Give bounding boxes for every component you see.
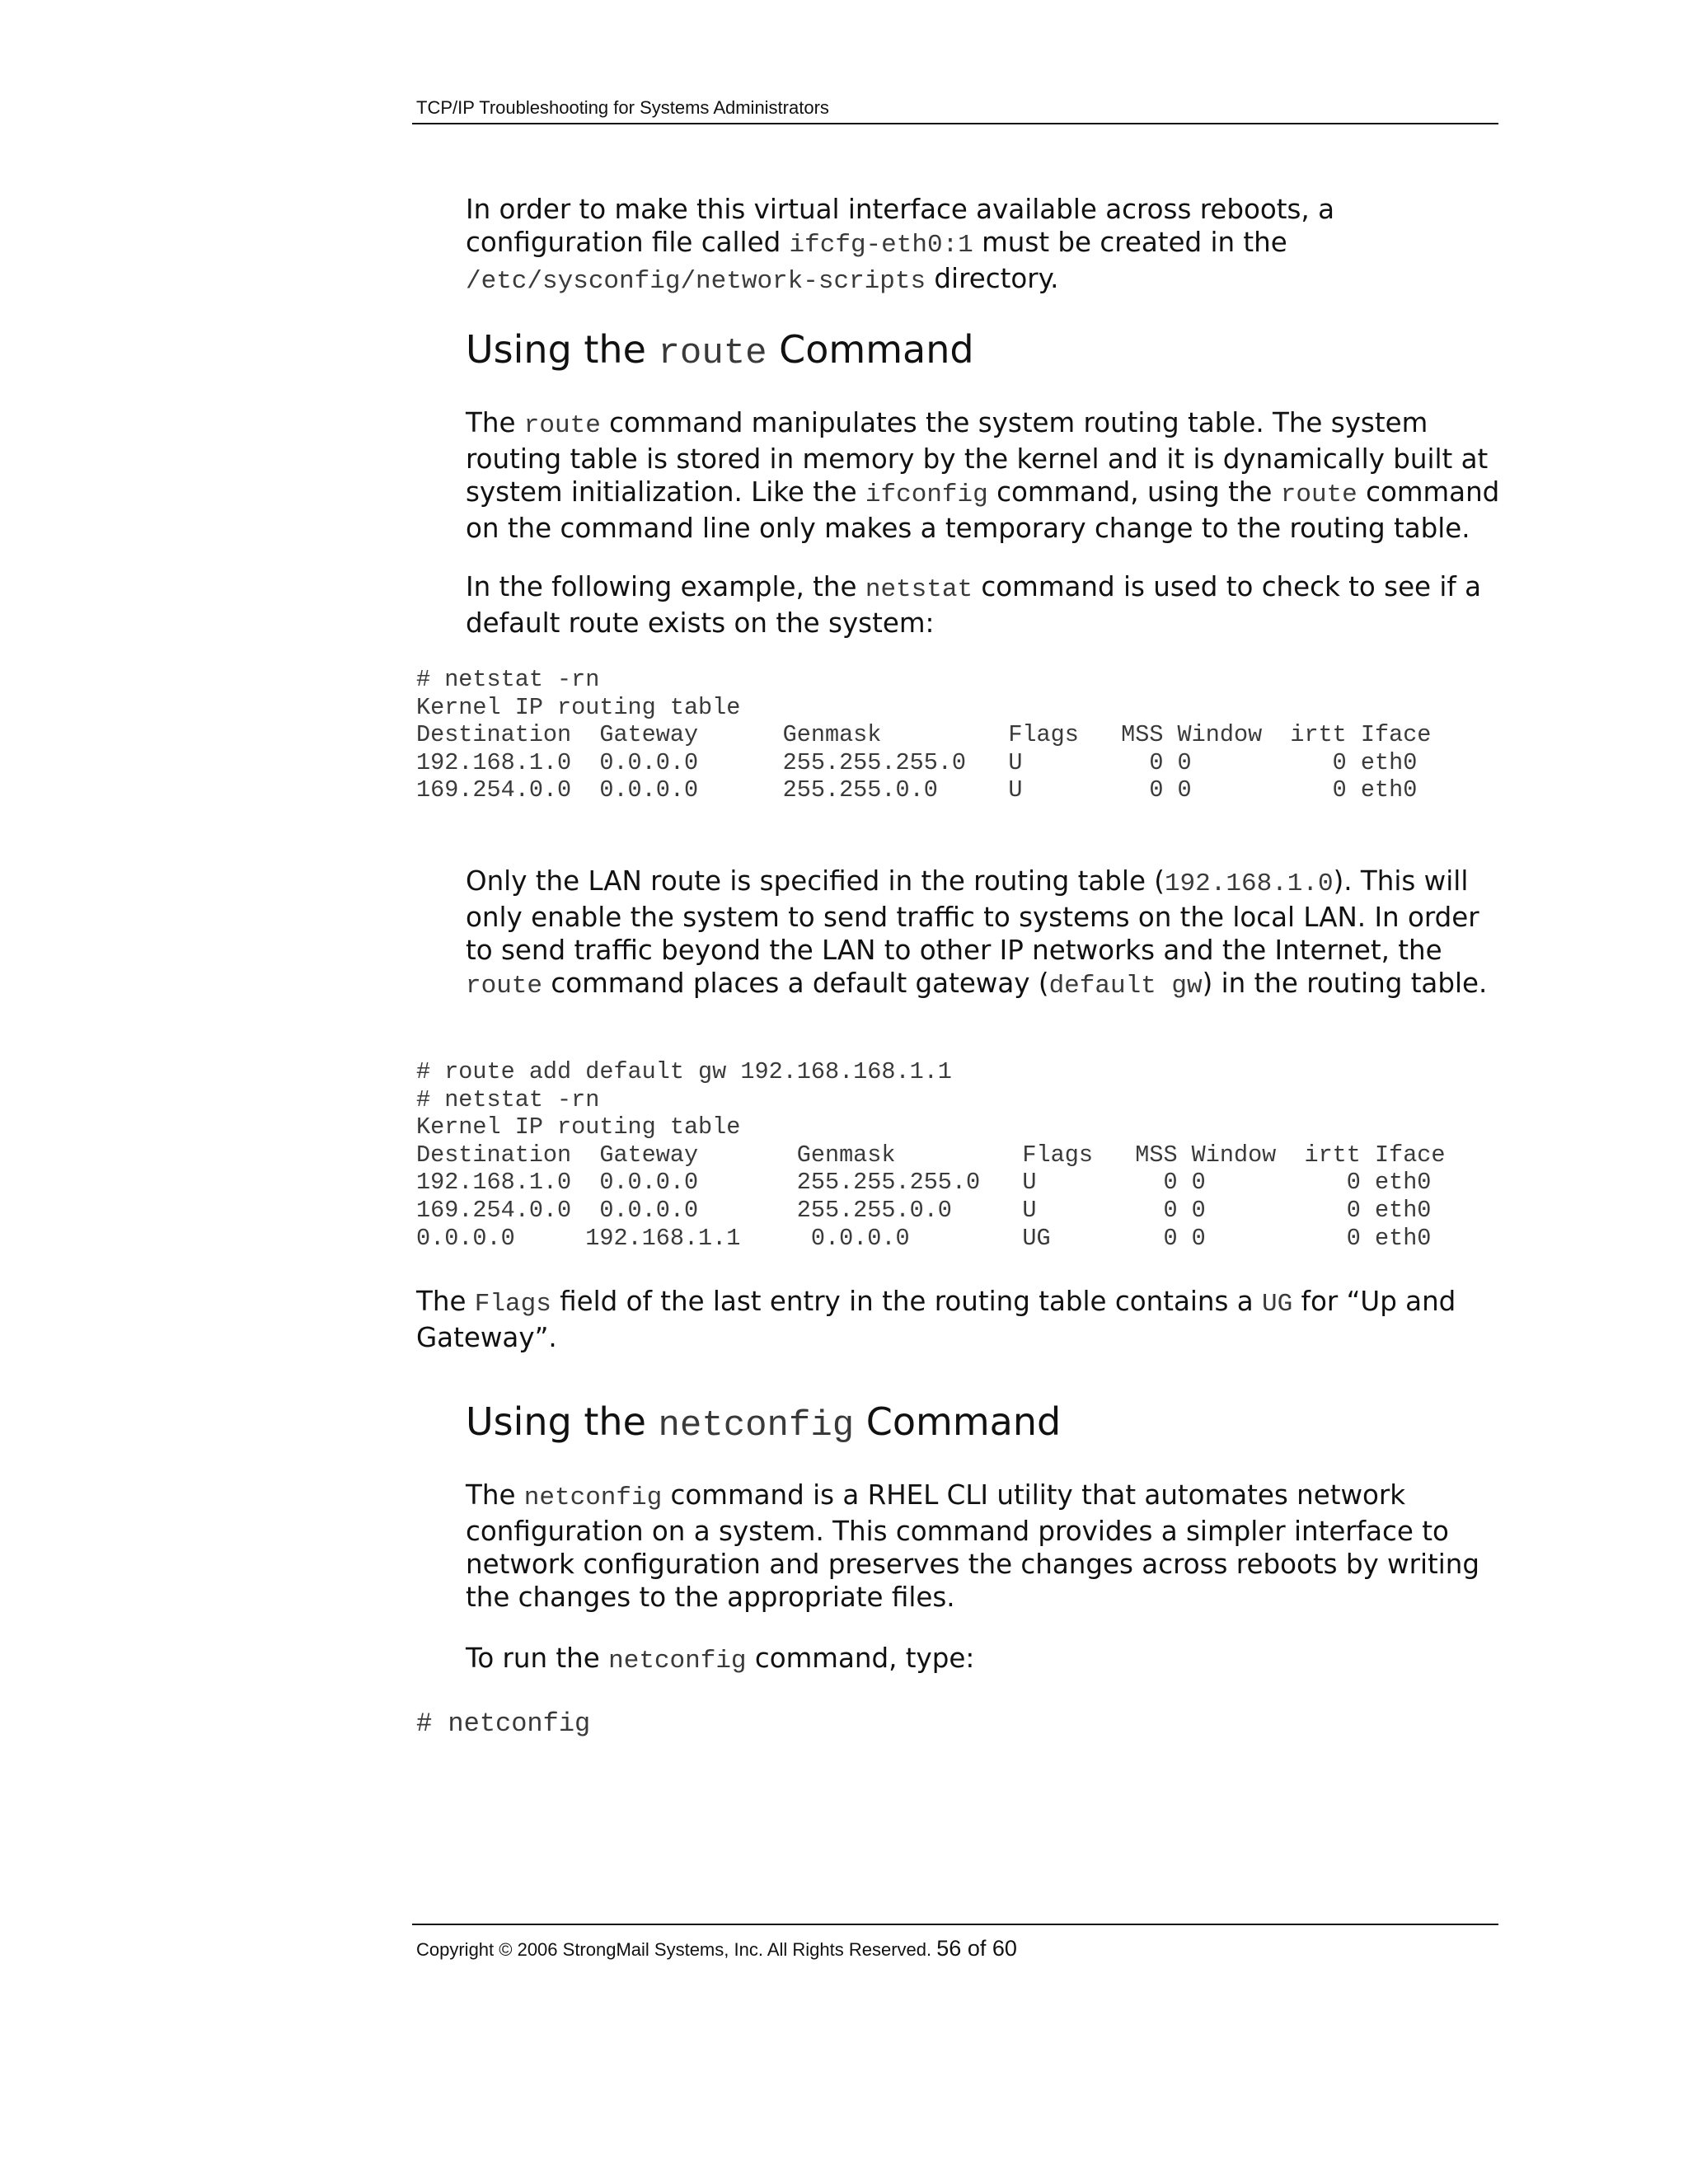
code-line: # netstat -rn xyxy=(416,666,600,693)
code-block-netconfig xyxy=(416,1708,590,1740)
code-line: Destination Gateway Genmask Flags MSS Window irtt Iface xyxy=(416,1141,1446,1169)
paragraph-lan-route: Only the LAN route is specified in the routing table (192.168.1.0). This will only enable the system to send traffic to systems on the local LAN. In order to send traffic beyond the LAN to other IP networks and the Internet, the route command places a default gateway (default gw) in the routing table. xyxy=(466,865,1488,1001)
paragraph-netstat-example: In the following example, the netstat command is used to check to see if a default route exists on the system: xyxy=(466,571,1482,639)
running-header: TCP/IP Troubleshooting for Systems Administrators xyxy=(416,97,829,118)
paragraph-netconfig-description: The netconfig command is a RHEL CLI utility that automates network configuration on a system. This command provides a simpler interface to network configuration and preserves the changes across reboots by writing the changes to the appropriate files. xyxy=(466,1479,1480,1613)
code-block-route-add xyxy=(416,1058,1446,1252)
section-heading-route: Using the route Command xyxy=(466,327,974,374)
inline-code: route xyxy=(466,972,543,1001)
paragraph-run-netconfig: To run the netconfig command, type: xyxy=(466,1643,975,1675)
code-line: 192.168.1.0 0.0.0.0 255.255.255.0 U 0 0 0 eth0 xyxy=(416,748,1418,776)
inline-code: Flags xyxy=(474,1290,551,1319)
code-line: # netstat -rn xyxy=(416,1085,600,1113)
copyright-text: Copyright © 2006 StrongMail Systems, Inc. All Rights Reserved. xyxy=(416,1939,932,1960)
paragraph-virtual-interface: In order to make this virtual interface available across reboots, a configuration file called ifcfg-eth0:1 must be created in the /etc/sysconfig/network-scripts directory. xyxy=(466,194,1335,296)
page-number: 56 of 60 xyxy=(936,1936,1017,1961)
inline-code: netconfig xyxy=(658,1405,855,1446)
paragraph-route-description: The route command manipulates the system routing table. The system routing table is stored in memory by the kernel and it is dynamically built at system initialization. Like the ifconfig command, using the route command on the command line only makes a temporary change to the routing table. xyxy=(466,407,1500,544)
paragraph-flags: The Flags field of the last entry in the routing table contains a UG for “Up and Gateway”. xyxy=(416,1286,1456,1353)
inline-code: /etc/sysconfig/network-scripts xyxy=(466,267,926,296)
code-block-netstat xyxy=(416,666,1431,804)
inline-code: 192.168.1.0 xyxy=(1164,869,1334,898)
code-line: # netconfig xyxy=(416,1708,591,1739)
inline-code: ifcfg-eth0:1 xyxy=(789,231,973,260)
inline-code: route xyxy=(658,333,767,374)
inline-code: default gw xyxy=(1048,972,1203,1001)
header-divider xyxy=(412,123,1498,124)
inline-code: ifconfig xyxy=(865,480,988,509)
code-line: Destination Gateway Genmask Flags MSS Window irtt Iface xyxy=(416,721,1432,749)
code-line: 169.254.0.0 0.0.0.0 255.255.0.0 U 0 0 0 eth0 xyxy=(416,776,1418,804)
inline-code: route xyxy=(1280,480,1357,509)
code-line: 169.254.0.0 0.0.0.0 255.255.0.0 U 0 0 0 eth0 xyxy=(416,1196,1432,1224)
footer-divider xyxy=(412,1924,1498,1925)
inline-code: netconfig xyxy=(608,1647,747,1675)
code-line: Kernel IP routing table xyxy=(416,1113,741,1141)
section-heading-netconfig: Using the netconfig Command xyxy=(466,1399,1062,1446)
inline-code: UG xyxy=(1262,1290,1293,1319)
inline-code: netstat xyxy=(865,575,973,604)
code-line: # route add default gw 192.168.168.1.1 xyxy=(416,1058,952,1085)
inline-code: netconfig xyxy=(523,1483,663,1512)
inline-code: route xyxy=(523,411,601,440)
code-line: Kernel IP routing table xyxy=(416,693,741,721)
page-footer xyxy=(416,1936,1017,1961)
code-line: 0.0.0.0 192.168.1.1 0.0.0.0 UG 0 0 0 eth0 xyxy=(416,1224,1432,1252)
code-line: 192.168.1.0 0.0.0.0 255.255.255.0 U 0 0 0 eth0 xyxy=(416,1169,1432,1197)
